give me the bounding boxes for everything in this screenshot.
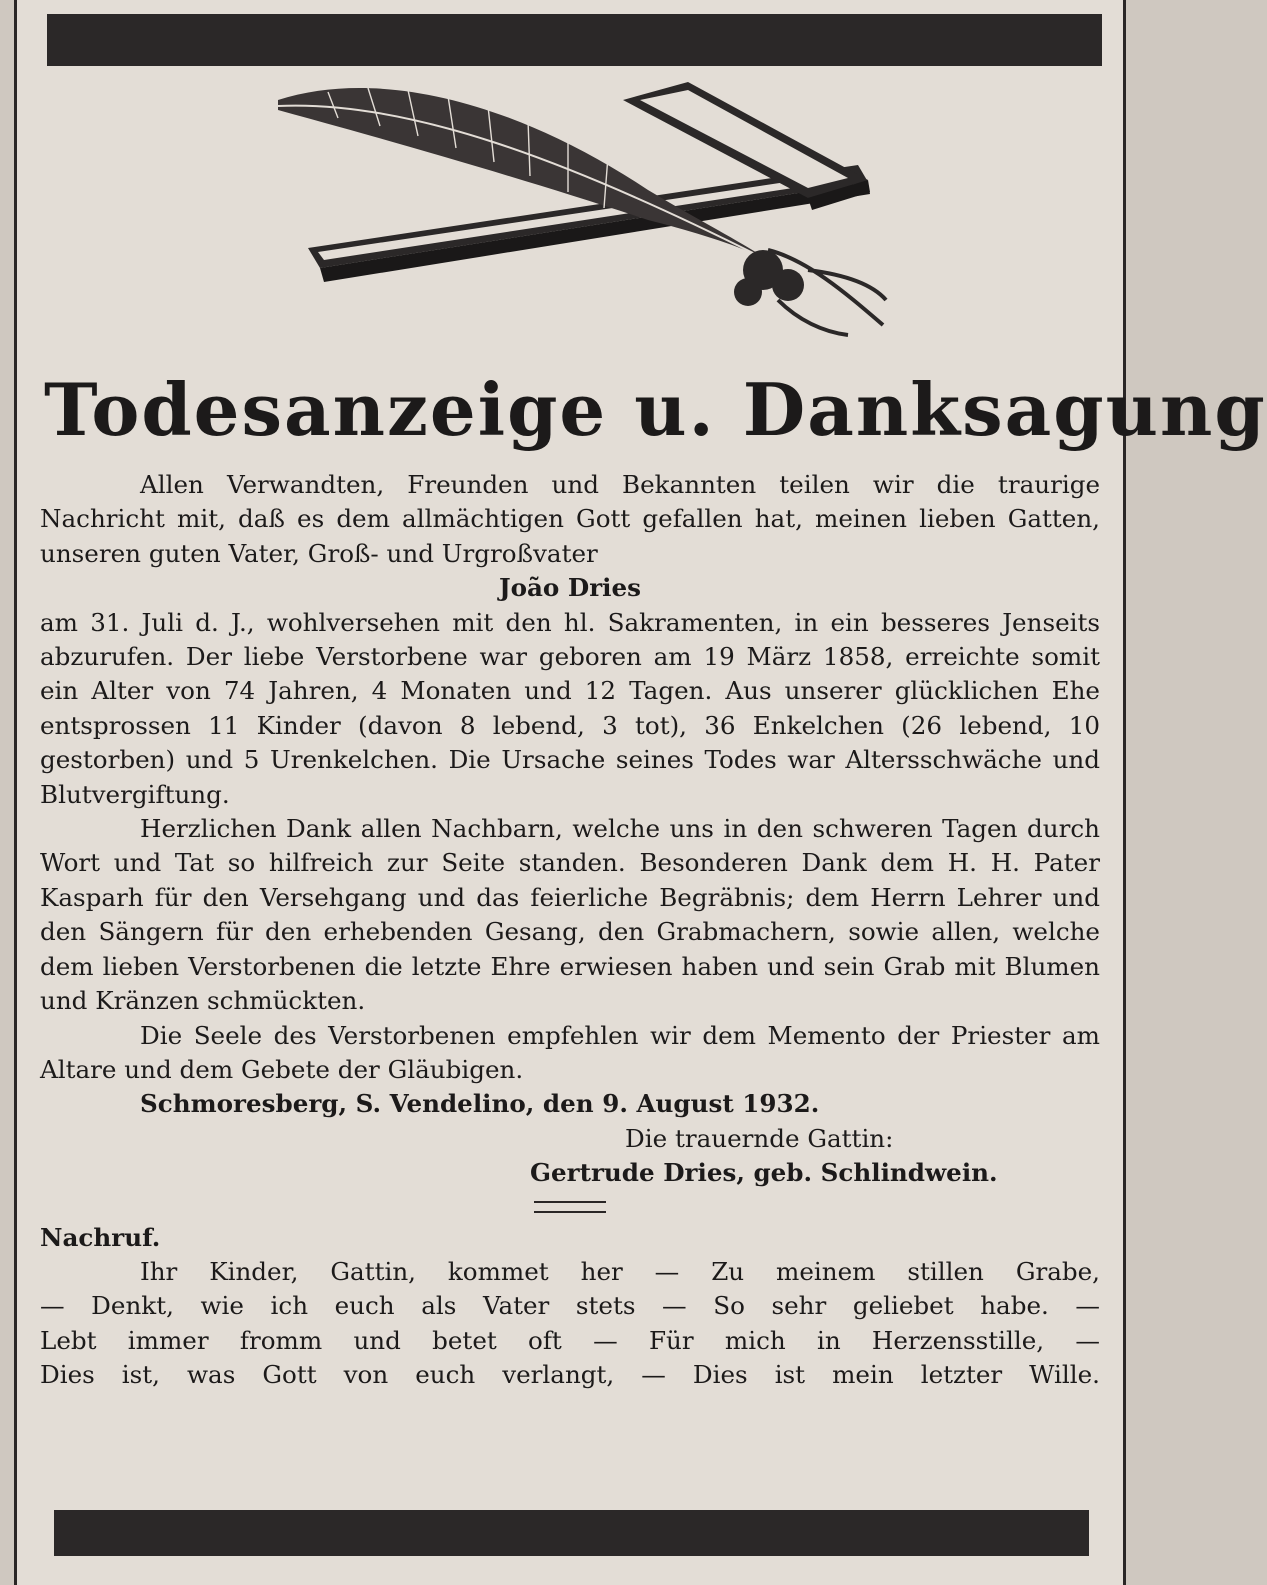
signature-role: Die trauernde Gattin:: [625, 1123, 894, 1153]
cross-and-palm-emblem: [268, 70, 898, 350]
poem-line: Lebt immer fromm und betet oft — Für mich in Herzensstille, —: [40, 1325, 1100, 1355]
poem-line: Ihr Kinder, Gattin, kommet her — Zu meinem stillen Grabe,: [140, 1256, 1100, 1286]
bottom-black-rule: [54, 1510, 1089, 1556]
prayer-paragraph: Die Seele des Verstorbenen empfehlen wir dem Memento der Priester am Altare und dem Gebete der Gläubigen.: [40, 1020, 1100, 1084]
intro-paragraph: Allen Verwandten, Freunden und Bekannten teilen wir die traurige Nachricht mit, daß es dem allmächtigen Gott gefallen hat, meinen lieben Gatten, unseren guten Vater, Groß- und Urgroßvater: [40, 470, 1100, 568]
poem-line: — Denkt, wie ich euch als Vater stets — So sehr geliebet habe. —: [40, 1291, 1100, 1321]
signature-name: Gertrude Dries, geb. Schlindwein.: [530, 1158, 998, 1188]
poem-line: Dies ist, was Gott von euch verlangt, — Dies ist mein letzter Wille.: [40, 1360, 1100, 1390]
top-black-rule: [47, 14, 1102, 66]
place-date: Schmoresberg, S. Vendelino, den 9. August 1932.: [140, 1089, 820, 1119]
notice-body: [40, 468, 1100, 1393]
deceased-name: João Dries: [498, 573, 642, 603]
notice-title: Todesanzeige u. Danksagung: [44, 367, 1267, 452]
nachruf-poem: [40, 1255, 1100, 1393]
death-details-paragraph: am 31. Juli d. J., wohlversehen mit den hl. Sakramenten, in ein besseres Jenseits abzurufen. Der liebe Verstorbene war geboren am 19 März 1858, erreichte somit ein Alter von 74 Jahren, 4 Monaten und 12 Tagen. Aus unserer glücklichen Ehe entsprossen 11 Kinder (davon 8 lebend, 3 tot), 36 Enkelchen (26 lebend, 10 gestorben) und 5 Urenkelchen. Die Ursache seines Todes war Altersschwäche und Blutvergiftung.: [40, 607, 1100, 809]
nachruf-heading: Nachruf.: [40, 1222, 161, 1252]
thanks-paragraph: Herzlichen Dank allen Nachbarn, welche uns in den schweren Tagen durch Wort und Tat so hilfreich zur Seite standen. Besonderen Dank dem H. H. Pater Kasparh für den Versehgang und das feierliche Begräbnis; dem Herrn Lehrer und den Sängern für den erhebenden Gesang, den Grabmachern, sowie allen, welche dem lieben Verstorbenen die letzte Ehre erwiesen haben und sein Grab mit Blumen und Kränzen schmückten.: [40, 814, 1100, 1016]
section-divider: [534, 1201, 606, 1213]
